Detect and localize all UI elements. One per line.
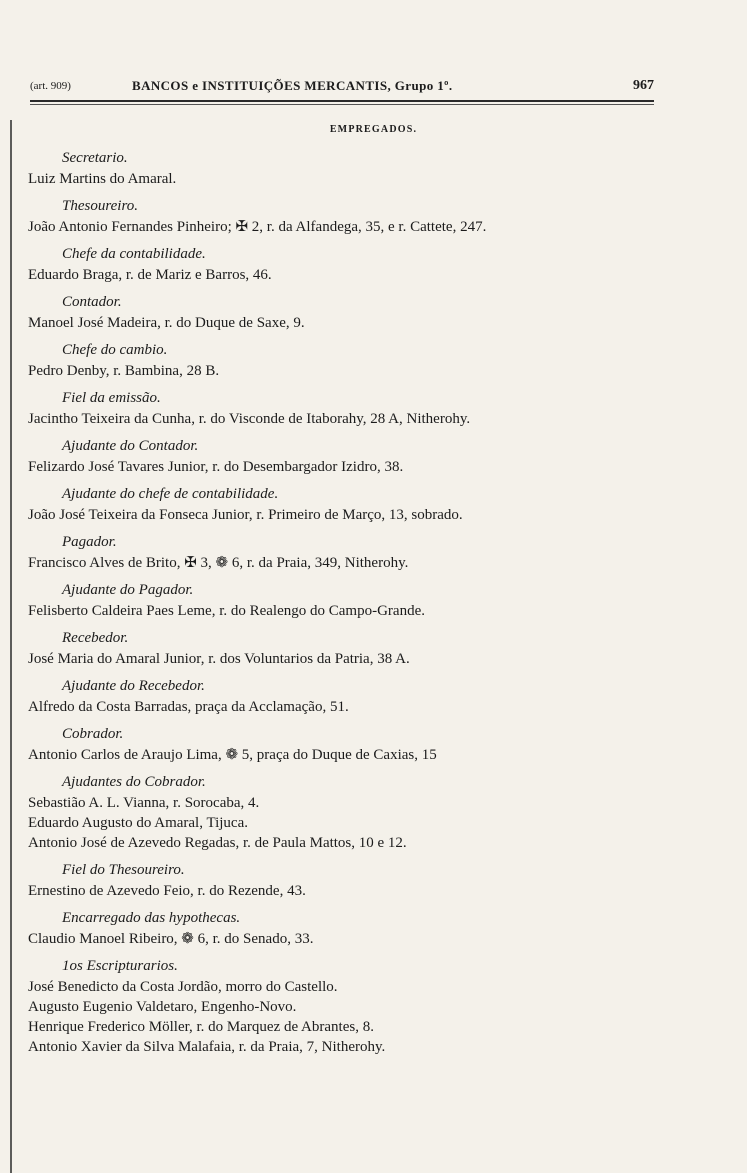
employee-entry: [22, 484, 722, 525]
employee-name-address: José Maria do Amaral Junior, r. dos Voluntarios da Patria, 38 A.: [28, 651, 410, 667]
employee-entry: [22, 388, 722, 429]
employee-name-address: Eduardo Augusto do Amaral, Tijuca.: [28, 815, 248, 831]
position-title: Fiel da emissão.: [62, 390, 161, 406]
employee-entry: [22, 196, 722, 237]
header-title: BANCOS e INSTITUIÇÕES MERCANTIS, Grupo 1º.: [132, 78, 453, 93]
employee-name-address: João José Teixeira da Fonseca Junior, r. Primeiro de Março, 13, sobrado.: [28, 507, 463, 523]
employee-entry: [22, 628, 722, 669]
employee-entry: [22, 676, 722, 717]
header-rule: [30, 100, 654, 102]
employee-name-address: Henrique Frederico Möller, r. do Marquez de Abrantes, 8.: [28, 1019, 374, 1035]
employee-name-address: Jacintho Teixeira da Cunha, r. do Visconde de Itaborahy, 28 A, Nitherohy.: [28, 411, 471, 427]
position-title: Fiel do Thesoureiro.: [62, 862, 185, 878]
position-title: Contador.: [62, 294, 122, 310]
position-title: Secretario.: [62, 150, 128, 166]
position-title: Ajudante do chefe de contabilidade.: [62, 486, 279, 502]
employee-name-address: Ernestino de Azevedo Feio, r. do Rezende, 43.: [28, 883, 306, 899]
employee-name-address: Claudio Manoel Ribeiro, ❁ 6, r. do Senado, 33.: [28, 931, 314, 947]
position-title: Cobrador.: [62, 726, 124, 742]
article-reference: (art. 909): [30, 80, 71, 92]
employee-name-address: José Benedicto da Costa Jordão, morro do Castello.: [28, 979, 338, 995]
employee-name-address: Manoel José Madeira, r. do Duque de Saxe, 9.: [28, 315, 305, 331]
employee-entry: [22, 244, 722, 285]
position-title: Encarregado das hypothecas.: [62, 910, 241, 926]
position-title: Pagador.: [62, 534, 117, 550]
employee-entry: [22, 908, 722, 949]
page-number: 967: [633, 78, 654, 93]
employee-entry: [22, 956, 722, 1057]
employee-name-address: João Antonio Fernandes Pinheiro; ✠ 2, r. da Alfandega, 35, e r. Cattete, 247.: [28, 219, 487, 235]
employee-name-address: Antonio Xavier da Silva Malafaia, r. da Praia, 7, Nitherohy.: [28, 1039, 386, 1055]
position-title: Recebedor.: [62, 630, 129, 646]
position-title: Ajudante do Contador.: [62, 438, 199, 454]
page-binding-edge: [10, 120, 12, 1173]
position-title: Ajudante do Pagador.: [62, 582, 194, 598]
position-title: 1os Escripturarios.: [62, 958, 178, 974]
employee-entry: [22, 580, 722, 621]
employee-name-address: Pedro Denby, r. Bambina, 28 B.: [28, 363, 220, 379]
employee-entry: [22, 148, 722, 189]
position-title: Chefe do cambio.: [62, 342, 168, 358]
position-title: Chefe da contabilidade.: [62, 246, 206, 262]
employee-name-address: Augusto Eugenio Valdetaro, Engenho-Novo.: [28, 999, 297, 1015]
employee-name-address: Sebastião A. L. Vianna, r. Sorocaba, 4.: [28, 795, 260, 811]
running-header: [30, 78, 654, 100]
employee-name-address: Felizardo José Tavares Junior, r. do Desembargador Izidro, 38.: [28, 459, 404, 475]
employee-entry: [22, 292, 722, 333]
employee-name-address: Felisberto Caldeira Paes Leme, r. do Realengo do Campo-Grande.: [28, 603, 425, 619]
section-title: EMPREGADOS.: [329, 124, 418, 135]
employee-name-address: Luiz Martins do Amaral.: [28, 171, 177, 187]
employee-entry: [22, 772, 722, 853]
employee-entry: [22, 436, 722, 477]
position-title: Thesoureiro.: [62, 198, 138, 214]
employee-name-address: Alfredo da Costa Barradas, praça da Acclamação, 51.: [28, 699, 349, 715]
employee-entry: [22, 860, 722, 901]
employee-entry: [22, 724, 722, 765]
employee-entry: [22, 340, 722, 381]
position-title: Ajudante do Recebedor.: [62, 678, 205, 694]
header-rule-thin: [30, 104, 654, 105]
employee-name-address: Antonio José de Azevedo Regadas, r. de Paula Mattos, 10 e 12.: [28, 835, 407, 851]
employee-name-address: Antonio Carlos de Araujo Lima, ❁ 5, praça do Duque de Caxias, 15: [28, 747, 437, 763]
position-title: Ajudantes do Cobrador.: [62, 774, 206, 790]
employee-name-address: Francisco Alves de Brito, ✠ 3, ❁ 6, r. da Praia, 349, Nitherohy.: [28, 555, 409, 571]
employee-list: [22, 148, 722, 1064]
employee-name-address: Eduardo Braga, r. de Mariz e Barros, 46.: [28, 267, 272, 283]
employee-entry: [22, 532, 722, 573]
